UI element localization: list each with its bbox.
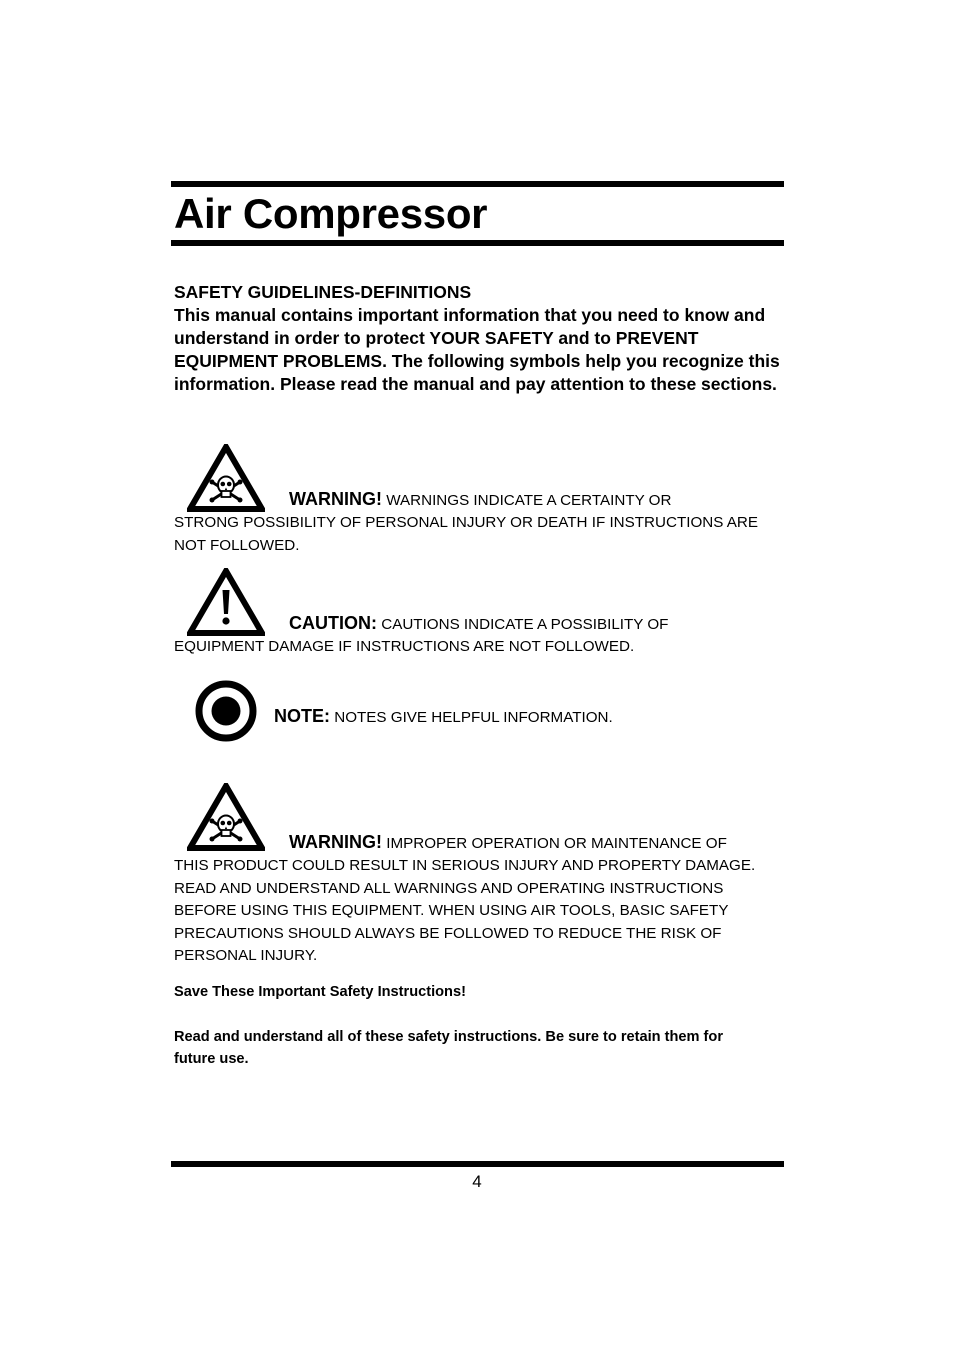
section-heading: SAFETY GUIDELINES-DEFINITIONS [174,282,472,302]
caution-first-line: CAUTIONS INDICATE A POSSIBILITY OF [381,616,669,633]
note-text: NOTES GIVE HELPFUL INFORMATION. [334,709,613,726]
safety-guidelines-section [174,281,784,396]
improper-operation-warning [174,831,784,967]
intro-paragraph: This manual contains important information that you need to know and understand in order to protect YOUR SAFETY and to PREVENT EQUIPMENT PROBLEMS. The following symbols help you recognize this information. Please read the manual and pay attention to these sections. [174,305,780,394]
note-label: NOTE: [274,706,330,726]
note-notice [174,705,784,729]
warning-label: WARNING! [289,832,382,852]
warning-first-line: IMPROPER OPERATION OR MAINTENANCE OF [386,835,727,852]
page-number: 4 [472,1172,482,1191]
footer-rule [171,1161,784,1167]
page-title: Air Compressor [174,190,488,237]
warning-first-line: WARNINGS INDICATE A CERTAINTY OR [386,492,672,509]
retain-instructions-note: Read and understand all of these safety instructions. Be sure to retain them for future use. [174,1029,723,1067]
title-bottom-rule [171,240,784,246]
warning-text: THIS PRODUCT COULD RESULT IN SERIOUS INJURY AND PROPERTY DAMAGE. READ AND UNDERSTAND ALL WARNINGS AND OPERATING INSTRUCTIONS BEFORE USING THIS EQUIPMENT. WHEN USING AIR TOOLS, BASIC SAFETY PRECAUTIONS SHOULD ALWAYS BE FOLLOWED TO REDUCE THE RISK OF PERSONAL INJURY. [174,857,756,965]
caution-notice [174,612,784,659]
save-instructions-note: Save These Important Safety Instructions! [174,984,466,1000]
warning-label: WARNING! [289,489,382,509]
warning-notice [174,488,784,557]
title-top-rule [171,181,784,187]
caution-text: EQUIPMENT DAMAGE IF INSTRUCTIONS ARE NOT FOLLOWED. [174,638,635,656]
warning-text: STRONG POSSIBILITY OF PERSONAL INJURY OR DEATH IF INSTRUCTIONS ARE NOT FOLLOWED. [174,514,758,554]
caution-label: CAUTION: [289,613,377,633]
